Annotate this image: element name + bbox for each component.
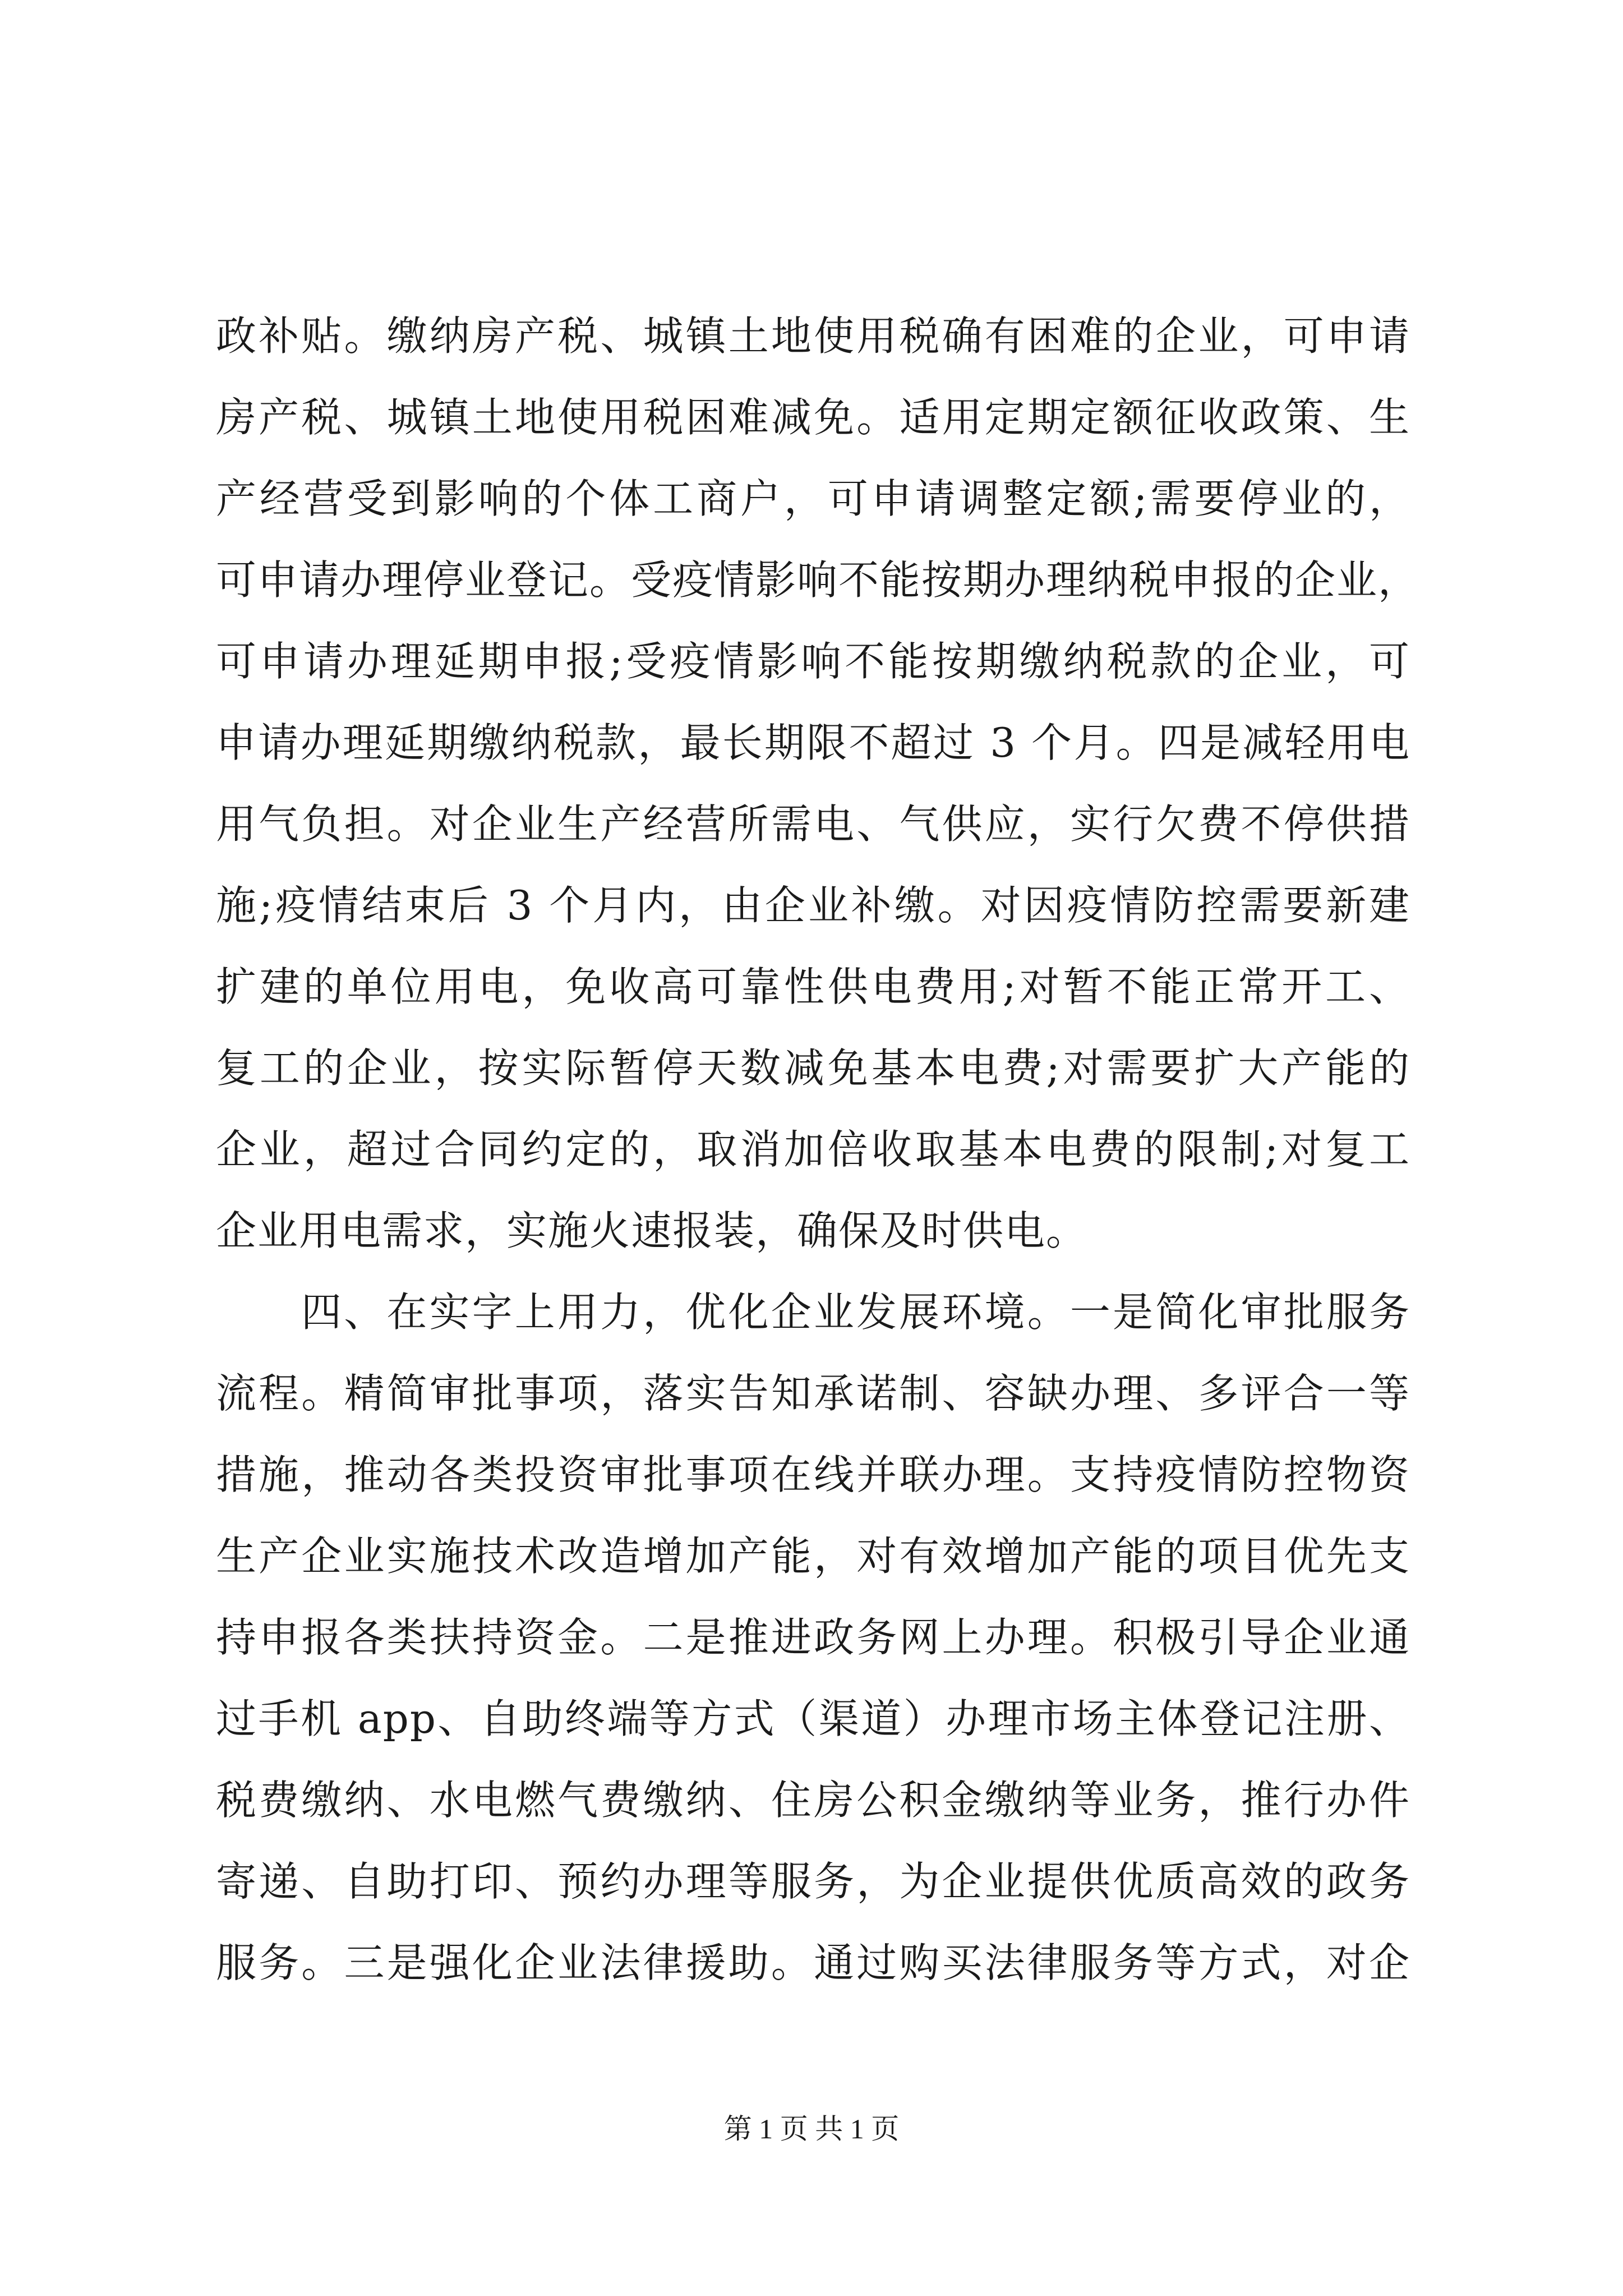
text-line: 政补贴。缴纳房产税、城镇土地使用税确有困难的企业，可申请 <box>216 312 1410 360</box>
text-line: 用气负担。对企业生产经营所需电、气供应，实行欠费不停供措 <box>216 800 1410 848</box>
text-line: 流程。精简审批事项，落实告知承诺制、容缺办理、多评合一等 <box>216 1370 1410 1417</box>
text-line: 产经营受到影响的个体工商户，可申请调整定额;需要停业的， <box>216 475 1410 522</box>
paragraph <box>216 1272 1410 2004</box>
text-line: 寄递、自助打印、预约办理等服务，为企业提供优质高效的政务 <box>216 1858 1410 1905</box>
text-line: 复工的企业，按实际暂停天数减免基本电费;对需要扩大产能的 <box>216 1045 1410 1092</box>
text-line: 服务。三是强化企业法律援助。通过购买法律服务等方式，对企 <box>216 1939 1410 1986</box>
text-line: 税费缴纳、水电燃气费缴纳、住房公积金缴纳等业务，推行办件 <box>216 1777 1410 1824</box>
text-line: 扩建的单位用电，免收高可靠性供电费用;对暂不能正常开工、 <box>216 963 1410 1010</box>
text-line: 措施，推动各类投资审批事项在线并联办理。支持疫情防控物资 <box>216 1451 1410 1498</box>
text-line: 生产企业实施技术改造增加产能，对有效增加产能的项目优先支 <box>216 1533 1410 1580</box>
text-line: 四、在实字上用力，优化企业发展环境。一是简化审批服务 <box>301 1289 1410 1336</box>
document-body <box>216 296 1420 2004</box>
text-line: 持申报各类扶持资金。二是推进政务网上办理。积极引导企业通 <box>216 1614 1410 1661</box>
text-line: 过手机 app、自助终端等方式（渠道）办理市场主体登记注册、 <box>216 1695 1410 1742</box>
page-number: 第 1 页 共 1 页 <box>723 2113 900 2145</box>
text-line: 房产税、城镇土地使用税困难减免。适用定期定额征收政策、生 <box>216 394 1410 441</box>
text-line: 施;疫情结束后 3 个月内，由企业补缴。对因疫情防控需要新建 <box>216 882 1410 929</box>
page-footer <box>0 2106 1623 2151</box>
text-line: 可申请办理停业登记。受疫情影响不能按期办理纳税申报的企业， <box>216 556 1420 604</box>
paragraph <box>216 296 1420 1272</box>
text-line: 企业用电需求，实施火速报装，确保及时供电。 <box>216 1207 1088 1254</box>
text-line: 可申请办理延期申报;受疫情影响不能按期缴纳税款的企业，可 <box>216 638 1410 685</box>
text-line: 企业，超过合同约定的，取消加倍收取基本电费的限制;对复工 <box>216 1126 1410 1173</box>
text-line: 申请办理延期缴纳税款，最长期限不超过 3 个月。四是减轻用电 <box>216 719 1410 766</box>
